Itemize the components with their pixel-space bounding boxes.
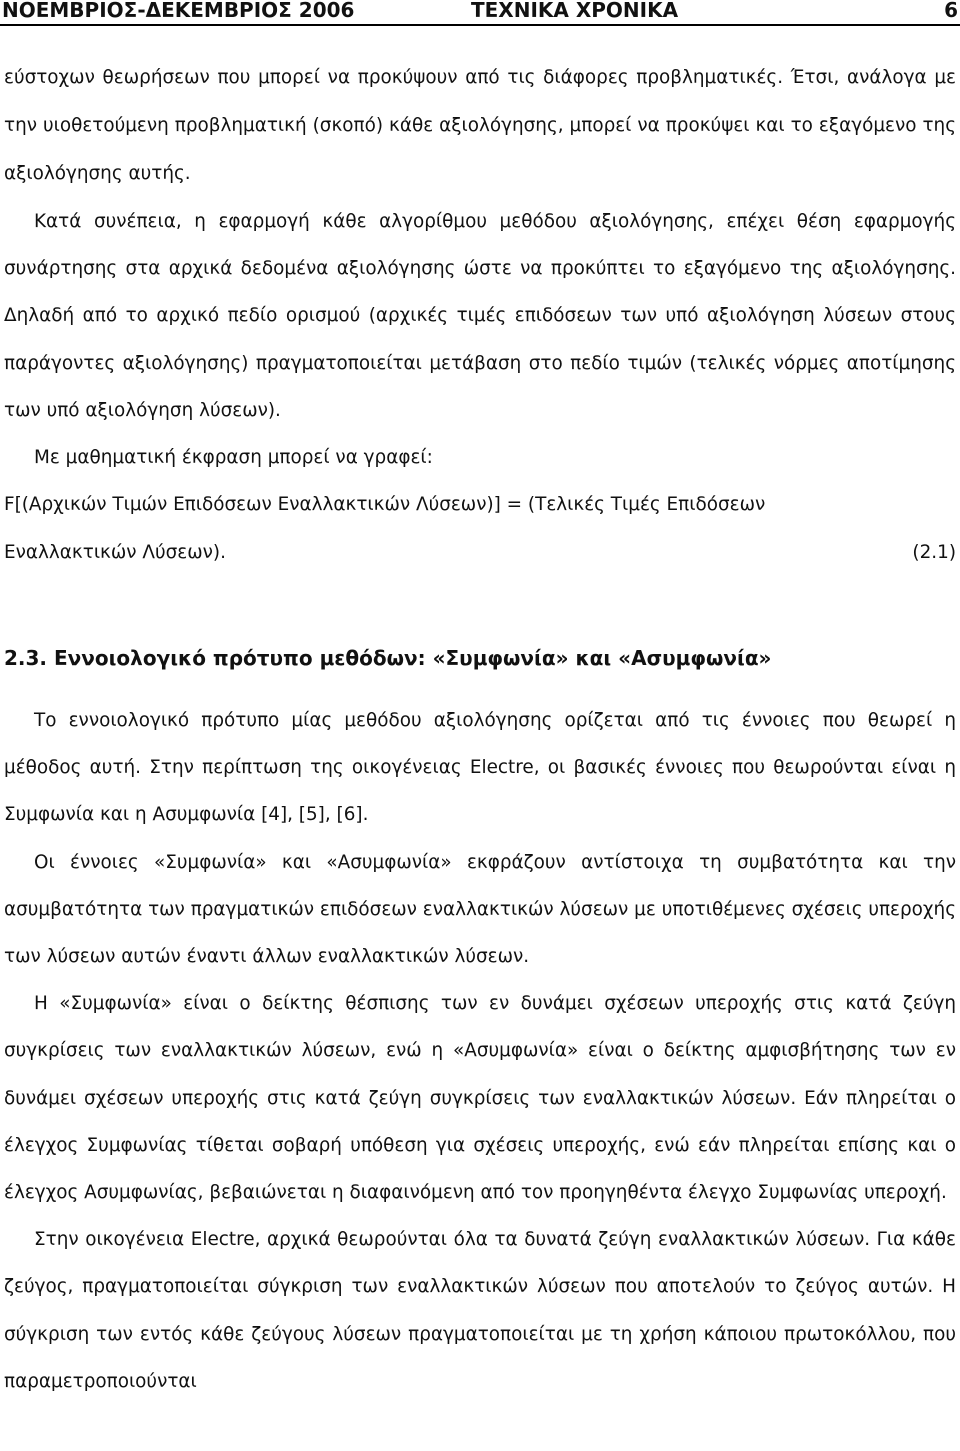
paragraph-indices: Η «Συμφωνία» είναι ο δείκτης θέσπισης των εν δυνάμει σχέσεων υπεροχής στις κατά ζεύγη συγκρίσεις των εναλλακτικών λύσεων, ενώ η «Ασυμφωνία» είναι ο δείκτης αμφισβήτησης των εν δυνάμει σχέσεων υπεροχής στις κατά ζεύγη συγκρίσεις των εναλλακτικών λύσεων. Εάν πληρείται ο έλεγχος Συμφωνίας τίθεται σοβαρή υπόθεση για σχέσεις υπεροχής, ενώ εάν πληρείται επίσης και ο έλεγχος Ασυμφωνίας, βεβαιώνεται η διαφαινόμενη από τον προηγηθέντα έλεγχο Συμφωνίας υπεροχή.: [4, 993, 956, 1204]
paragraph-conceptual-model: Το εννοιολογικό πρότυπο μίας μεθόδου αξιολόγησης ορίζεται από τις έννοιες που θεωρεί η μέθοδος αυτή. Στην περίπτωση της οικογένειας Electre, οι βασικές έννοιες που θεωρούνται είναι η Συμφωνία και η Ασυμφωνία [4], [5], [6].: [4, 710, 956, 826]
header-page-number: 6: [944, 0, 958, 22]
paragraph-electre-pairs: Στην οικογένεια Electre, αρχικά θεωρούνται όλα τα δυνατά ζεύγη εναλλακτικών λύσεων. Για κάθε ζεύγος, πραγματοποιείται σύγκριση των εναλλακτικών λύσεων που αποτελούν το ζεύγος αυτών. Η σύγκριση των εντός κάθε ζεύγους λύσεων πραγματοποιείται με τη χρήση κάποιου πρωτοκόλλου, που παραμετροποιούνται: [4, 1229, 956, 1392]
paragraph-math-intro: Με μαθηματική έκφραση μπορεί να γραφεί:: [34, 447, 433, 469]
formula-line-2-text: Εναλλακτικών Λύσεων).: [4, 541, 226, 563]
running-header: [0, 0, 960, 24]
continuation-paragraph: εύστοχων θεωρήσεων που μπορεί να προκύψουν από τις διάφορες προβληματικές. Έτσι, ανάλογα με την υιοθετούμενη προβληματική (σκοπό) κάθε αξιολόγησης, μπορεί να προκύψει και το εξαγόμενο της αξιολόγησης αυτής.: [4, 67, 956, 184]
header-journal-title: ΤΕΧΝΙΚΑ ΧΡΟΝΙΚΑ: [471, 0, 679, 22]
upper-text-block: [4, 58, 956, 576]
formula-line-1: F[(Αρχικών Τιμών Επιδόσεων Εναλλακτικών Λύσεων)] = (Τελικές Τιμές Επιδόσεων: [4, 494, 766, 516]
formula-line-2: [4, 529, 956, 577]
header-date: ΝΟΕΜΒΡΙΟΣ-ΔΕΚΕΜΒΡΙΟΣ 2006: [2, 0, 355, 22]
equation-number: (2.1): [912, 541, 956, 563]
paragraph-concordance-definition: Οι έννοιες «Συμφωνία» και «Ασυμφωνία» εκφράζουν αντίστοιχα τη συμβατότητα και την ασυμβατότητα των πραγματικών επιδόσεων εναλλακτικών λύσεων με υποτιθέμενες σχέσεις υπεροχής των λύσεων αυτών έναντι άλλων εναλλακτικών λύσεων.: [4, 851, 956, 968]
lower-text-block: [4, 697, 956, 1405]
section-heading: 2.3. Εννοιολογικό πρότυπο μεθόδων: «Συμφωνία» και «Ασυμφωνία»: [4, 646, 772, 670]
paragraph-consequently: Κατά συνέπεια, η εφαρμογή κάθε αλγορίθμου μεθόδου αξιολόγησης, επέχει θέση εφαρμογής συνάρτησης στα αρχικά δεδομένα αξιολόγησης ώστε να προκύπτει το εξαγόμενο της αξιολόγησης. Δηλαδή από το αρχικό πεδίο ορισμού (αρχικές τιμές επιδόσεων των υπό αξιολόγηση λύσεων στους παράγοντες αξιολόγησης) πραγματοποιείται μετάβαση στο πεδίο τιμών (τελικές νόρμες αποτίμησης των υπό αξιολόγηση λύσεων).: [4, 211, 956, 421]
header-rule: [0, 24, 960, 26]
